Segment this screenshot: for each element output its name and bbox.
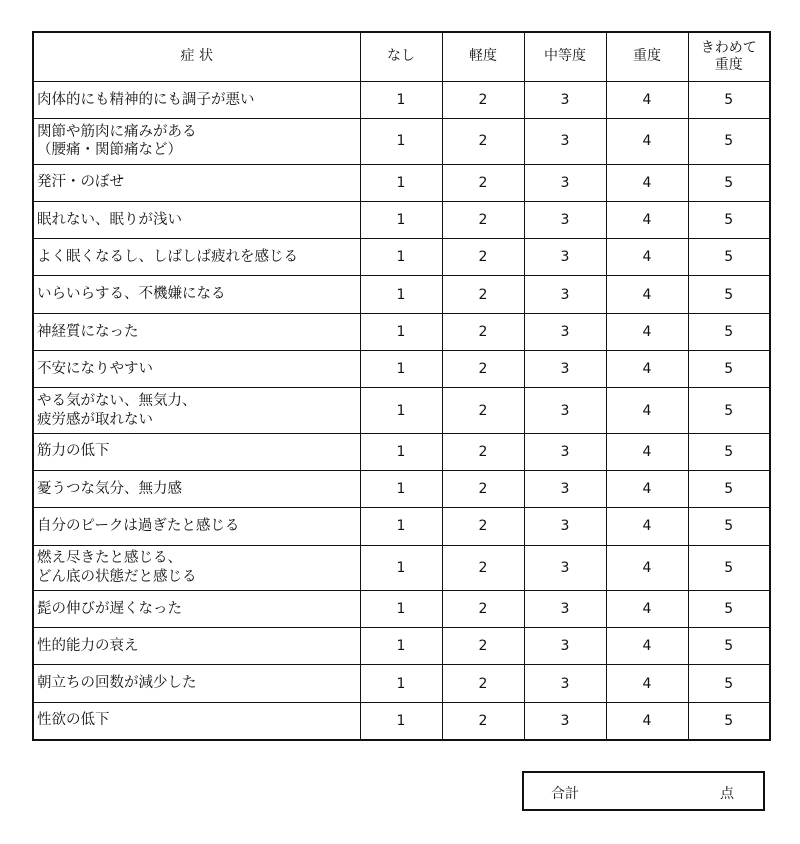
- score-option[interactable]: 5: [688, 470, 770, 507]
- header-level-moderate: 中等度: [524, 32, 606, 82]
- header-level-very-severe: [688, 32, 770, 82]
- score-option[interactable]: 2: [442, 351, 524, 388]
- header-level-none: なし: [360, 32, 442, 82]
- symptom-cell: 性欲の低下: [33, 702, 360, 740]
- score-option[interactable]: 4: [606, 388, 688, 433]
- score-option[interactable]: 3: [524, 665, 606, 702]
- score-option[interactable]: 1: [360, 276, 442, 313]
- symptom-cell: 関節や筋肉に痛みがある （腰痛・関節痛など）: [33, 119, 360, 164]
- score-option[interactable]: 4: [606, 433, 688, 470]
- table-row: [33, 665, 770, 702]
- score-option[interactable]: 3: [524, 119, 606, 164]
- score-option[interactable]: 4: [606, 351, 688, 388]
- score-option[interactable]: 2: [442, 470, 524, 507]
- table-row: [33, 545, 770, 590]
- symptom-cell: やる気がない、無気力、 疲労感が取れない: [33, 388, 360, 433]
- score-option[interactable]: 1: [360, 164, 442, 201]
- score-option[interactable]: 2: [442, 239, 524, 276]
- score-option[interactable]: 3: [524, 388, 606, 433]
- score-option[interactable]: 5: [688, 276, 770, 313]
- score-option[interactable]: 5: [688, 82, 770, 119]
- score-option[interactable]: 1: [360, 665, 442, 702]
- score-option[interactable]: 1: [360, 508, 442, 545]
- symptom-cell: 性的能力の衰え: [33, 628, 360, 665]
- table-row: [33, 276, 770, 313]
- score-option[interactable]: 4: [606, 239, 688, 276]
- score-option[interactable]: 5: [688, 239, 770, 276]
- symptom-cell: 発汗・のぼせ: [33, 164, 360, 201]
- table-row: [33, 239, 770, 276]
- symptom-cell: 不安になりやすい: [33, 351, 360, 388]
- symptom-cell: よく眠くなるし、しばしば疲れを感じる: [33, 239, 360, 276]
- score-option[interactable]: 4: [606, 702, 688, 740]
- table-row: [33, 508, 770, 545]
- score-option[interactable]: 1: [360, 82, 442, 119]
- table-row: [33, 164, 770, 201]
- score-option[interactable]: 5: [688, 313, 770, 350]
- score-option[interactable]: 3: [524, 313, 606, 350]
- score-option[interactable]: 4: [606, 164, 688, 201]
- score-option[interactable]: 5: [688, 433, 770, 470]
- table-row: [33, 470, 770, 507]
- score-option[interactable]: 1: [360, 433, 442, 470]
- symptom-cell: 髭の伸びが遅くなった: [33, 590, 360, 627]
- score-option[interactable]: 3: [524, 201, 606, 238]
- score-option[interactable]: 2: [442, 388, 524, 433]
- table-row: [33, 351, 770, 388]
- table-row: [33, 590, 770, 627]
- score-option[interactable]: 4: [606, 313, 688, 350]
- score-option[interactable]: 5: [688, 388, 770, 433]
- score-option[interactable]: 2: [442, 508, 524, 545]
- score-option[interactable]: 3: [524, 82, 606, 119]
- table-row: [33, 388, 770, 433]
- score-option[interactable]: 2: [442, 119, 524, 164]
- score-option[interactable]: 5: [688, 119, 770, 164]
- score-option[interactable]: 2: [442, 590, 524, 627]
- symptom-cell: 肉体的にも精神的にも調子が悪い: [33, 82, 360, 119]
- score-option[interactable]: 1: [360, 590, 442, 627]
- score-option[interactable]: 5: [688, 351, 770, 388]
- score-option[interactable]: 1: [360, 119, 442, 164]
- total-label: 合計: [551, 786, 579, 802]
- score-option[interactable]: 3: [524, 470, 606, 507]
- symptom-cell: 燃え尽きたと感じる、 どん底の状態だと感じる: [33, 545, 360, 590]
- score-option[interactable]: 3: [524, 702, 606, 740]
- score-option[interactable]: 4: [606, 276, 688, 313]
- score-option[interactable]: 2: [442, 201, 524, 238]
- symptom-cell: 眠れない、眠りが浅い: [33, 201, 360, 238]
- score-option[interactable]: 2: [442, 82, 524, 119]
- score-option[interactable]: 3: [524, 276, 606, 313]
- score-option[interactable]: 5: [688, 201, 770, 238]
- score-option[interactable]: 3: [524, 508, 606, 545]
- header-level-very-severe-label: きわめて 重度: [700, 39, 757, 73]
- header-row: [33, 32, 770, 82]
- score-option[interactable]: 5: [688, 702, 770, 740]
- score-option[interactable]: 5: [688, 665, 770, 702]
- score-option[interactable]: 2: [442, 164, 524, 201]
- score-option[interactable]: 4: [606, 545, 688, 590]
- score-option[interactable]: 5: [688, 508, 770, 545]
- score-option[interactable]: 5: [688, 590, 770, 627]
- symptom-cell: 憂うつな気分、無力感: [33, 470, 360, 507]
- header-level-severe: 重度: [606, 32, 688, 82]
- score-option[interactable]: 4: [606, 470, 688, 507]
- table-row: [33, 82, 770, 119]
- score-option[interactable]: 3: [524, 351, 606, 388]
- symptom-cell: 筋力の低下: [33, 433, 360, 470]
- symptom-cell: 神経質になった: [33, 313, 360, 350]
- score-option[interactable]: 4: [606, 590, 688, 627]
- score-option[interactable]: 4: [606, 201, 688, 238]
- score-option[interactable]: 5: [688, 164, 770, 201]
- score-option[interactable]: 3: [524, 433, 606, 470]
- score-option[interactable]: 3: [524, 164, 606, 201]
- score-option[interactable]: 2: [442, 433, 524, 470]
- score-option[interactable]: 1: [360, 702, 442, 740]
- header-level-mild: 軽度: [442, 32, 524, 82]
- symptom-cell: 朝立ちの回数が減少した: [33, 665, 360, 702]
- score-option[interactable]: 4: [606, 665, 688, 702]
- score-option[interactable]: 2: [442, 702, 524, 740]
- table-row: [33, 628, 770, 665]
- score-option[interactable]: 2: [442, 628, 524, 665]
- score-option[interactable]: 1: [360, 351, 442, 388]
- symptom-cell: いらいらする、不機嫌になる: [33, 276, 360, 313]
- table-row: [33, 702, 770, 740]
- symptom-cell: 自分のピークは過ぎたと感じる: [33, 508, 360, 545]
- header-symptom: 症 状: [33, 32, 360, 82]
- symptom-score-table: [32, 31, 771, 741]
- score-option[interactable]: 1: [360, 239, 442, 276]
- score-option[interactable]: 5: [688, 545, 770, 590]
- score-option[interactable]: 1: [360, 628, 442, 665]
- score-option[interactable]: 4: [606, 119, 688, 164]
- score-option[interactable]: 4: [606, 82, 688, 119]
- score-option[interactable]: 2: [442, 313, 524, 350]
- total-unit: 点: [720, 786, 734, 802]
- score-option[interactable]: 3: [524, 590, 606, 627]
- score-option[interactable]: 1: [360, 388, 442, 433]
- table-row: [33, 313, 770, 350]
- score-option[interactable]: 5: [688, 628, 770, 665]
- score-option[interactable]: 1: [360, 545, 442, 590]
- score-option[interactable]: 2: [442, 665, 524, 702]
- total-score-box[interactable]: [522, 771, 765, 811]
- score-option[interactable]: 4: [606, 628, 688, 665]
- score-option[interactable]: 3: [524, 239, 606, 276]
- score-option[interactable]: 3: [524, 545, 606, 590]
- score-option[interactable]: 1: [360, 313, 442, 350]
- score-option[interactable]: 1: [360, 470, 442, 507]
- score-option[interactable]: 4: [606, 508, 688, 545]
- score-option[interactable]: 3: [524, 628, 606, 665]
- score-option[interactable]: 1: [360, 201, 442, 238]
- score-option[interactable]: 2: [442, 276, 524, 313]
- table-row: [33, 433, 770, 470]
- score-option[interactable]: 2: [442, 545, 524, 590]
- table-row: [33, 119, 770, 164]
- table-row: [33, 201, 770, 238]
